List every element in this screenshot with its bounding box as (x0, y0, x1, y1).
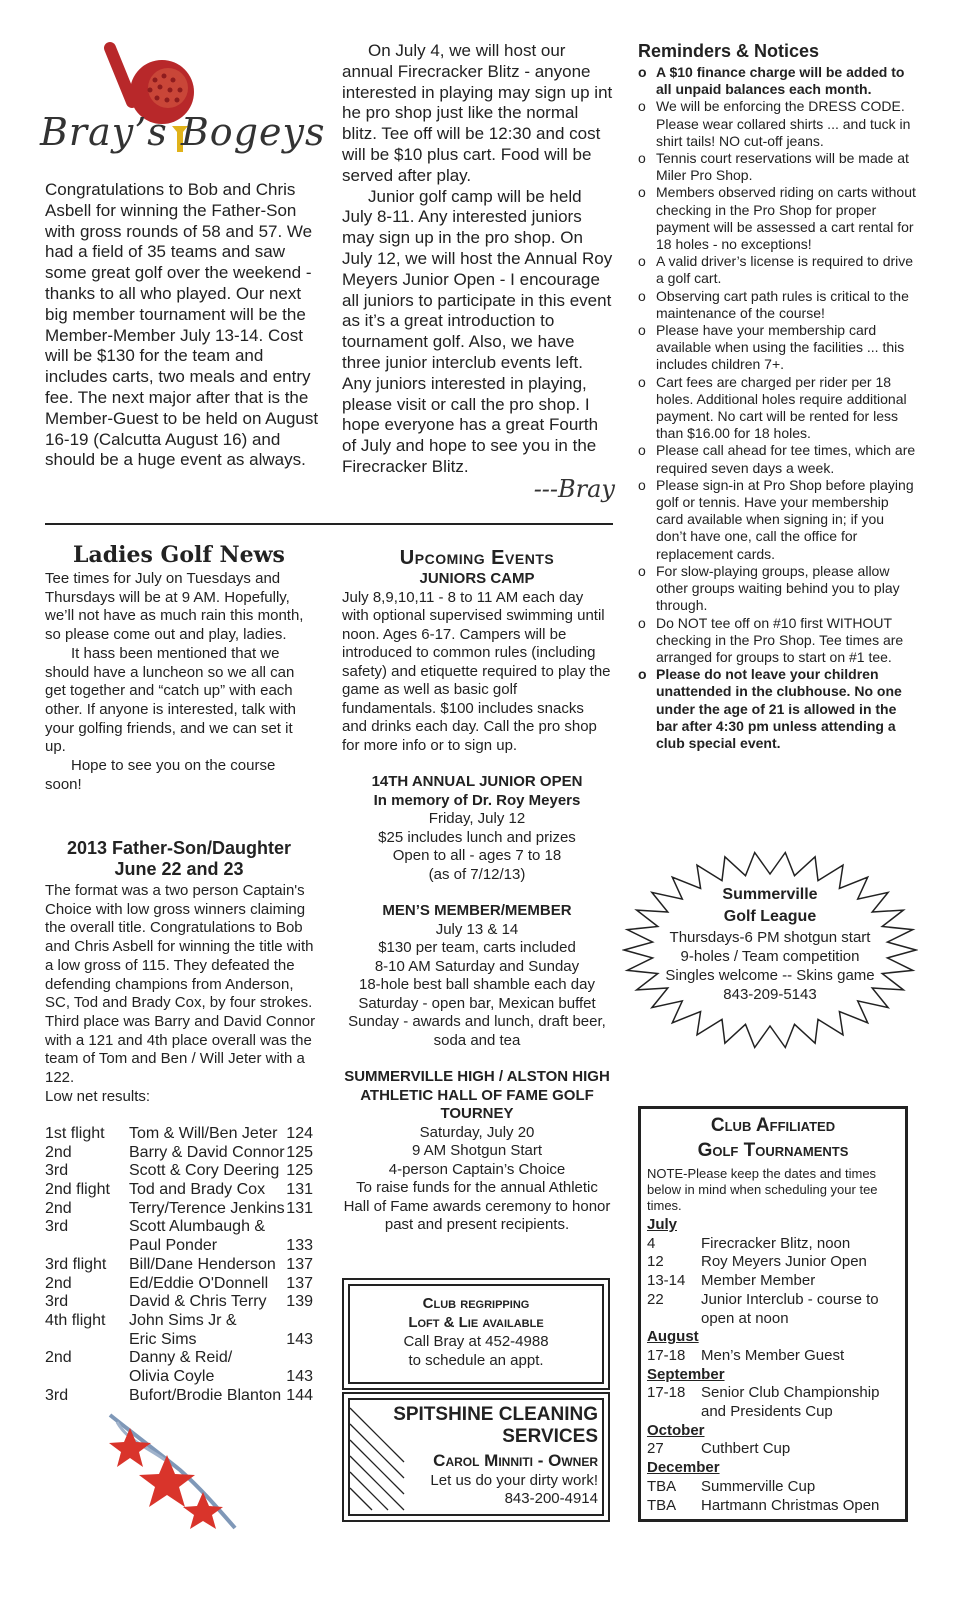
result-place: 1st flight (45, 1125, 105, 1142)
result-score: 139 (286, 1293, 313, 1311)
reminder-item (638, 666, 918, 752)
result-row (45, 1331, 317, 1350)
reminder-item (638, 288, 918, 322)
letter-paragraph-2: Junior golf camp will be held July 8-11. Any interested juniors may sign up in the pro shop. On July 12, we will host the Annual Roy Meyers Junior Open - I encourage all juniors to participate in this event as it’s a great introduction to tournament golf. Also, we have three junior interclub events left. Any juniors interested in playing, please visit or call the pro shop. I hope everyone has a great Fourth of July and hope to see you in the Firecracker Blitz. (342, 186, 613, 476)
bullet-icon: o (638, 373, 646, 390)
upcoming-events-heading: Upcoming Events (399, 547, 555, 569)
league-line: Thursdays-6 PM shotgun start (669, 929, 871, 946)
result-team: Paul Ponder (129, 1237, 218, 1255)
golf-league-ad (650, 884, 890, 1004)
member-member-line: Saturday - open bar, Mexican buffet (358, 994, 596, 1012)
reminder-text: Observing cart path rules is critical to the maintenance of the course! (656, 287, 909, 321)
tournament-row (647, 1291, 903, 1328)
month-heading: September (647, 1365, 725, 1383)
reminders-list (638, 64, 918, 752)
tournament-row (647, 1478, 903, 1497)
result-place: 3rd (45, 1218, 69, 1236)
reminder-text: Members observed riding on carts without checking in the Pro Shop for proper payment will be assessed a cart rental for 18 holes - no exceptions! (656, 184, 916, 253)
spitshine-heading-2: SERVICES (502, 1426, 598, 1447)
brays-bogeys-logo (40, 40, 325, 175)
junior-open-subheading: In memory of Dr. Roy Meyers (373, 791, 581, 809)
tournament-event: Firecracker Blitz, noon (701, 1234, 851, 1252)
result-place: 2nd flight (45, 1181, 110, 1199)
bullet-icon: o (638, 614, 646, 631)
junior-open-line: $25 includes lunch and prizes (378, 828, 576, 846)
spitshine-tagline: Let us do your dirty work! (430, 1472, 598, 1489)
result-place: 3rd (45, 1162, 69, 1180)
junior-open-heading: 14TH ANNUAL JUNIOR OPEN (371, 773, 583, 790)
bullet-icon: o (638, 98, 646, 115)
reminder-item (638, 615, 918, 667)
bullet-icon: o (638, 184, 646, 201)
result-team: Tom & Will/Ben Jeter (129, 1125, 278, 1142)
tournament-event: Cuthbert Cup (701, 1440, 791, 1458)
letter-paragraph-1: On July 4, we will host our annual Firecracker Blitz - anyone interested in playing may sign up int he pro shop just like the normal blitz. Tee off will be 12:30 and cost will be $10 plus cart. Food will be served after play. (342, 41, 613, 185)
month-heading: October (647, 1421, 705, 1439)
tournament-date: 17-18 (647, 1384, 686, 1402)
league-phone: 843-209-5143 (723, 986, 817, 1003)
reminder-item (638, 253, 918, 287)
bullet-icon: o (638, 562, 646, 579)
member-member-line: Sunday - awards and lunch, draft beer, soda and tea (348, 1013, 606, 1049)
tournament-date: TBA (647, 1496, 677, 1514)
hall-of-fame-line: 4-person Captain’s Choice (388, 1160, 566, 1178)
month-heading: December (647, 1459, 720, 1477)
league-heading-2: Golf League (723, 908, 817, 925)
club-tournaments-box (638, 1106, 908, 1522)
bullet-icon: o (638, 442, 646, 459)
member-member-heading: MEN’S MEMBER/MEMBER (382, 902, 572, 919)
reminder-text: Do NOT tee off on #10 first WITHOUT checking in the Pro Shop. Tee times are arranged for groups to start on #1 tee. (656, 614, 904, 665)
result-place: 2nd (45, 1143, 72, 1161)
result-row (45, 1293, 317, 1312)
result-row (45, 1256, 317, 1275)
bullet-icon: o (638, 64, 647, 80)
reminder-item (638, 374, 918, 443)
result-row (45, 1162, 317, 1181)
hall-of-fame-heading: SUMMERVILLE HIGH / ALSTON HIGH ATHLETIC HALL OF FAME GOLF TOURNEY (344, 1068, 610, 1122)
tournaments-list (647, 1216, 903, 1515)
tournament-event: Member Member (701, 1272, 816, 1290)
reminder-text: Please sign-in at Pro Shop before playing golf or tennis. Have your membership card available when signing in; if you don’t have one, call the office for replacement cards. (656, 476, 914, 562)
result-place: 3rd (45, 1386, 69, 1404)
tournament-row (647, 1384, 903, 1421)
tournament-event: Roy Meyers Junior Open (701, 1253, 867, 1271)
low-net-results-table (45, 1125, 317, 1405)
ladies-paragraph-2: It hass been mentioned that we should have a luncheon so we all can get together and “catch up” with each other. If anyone is interested, talk with your golfing friends, and we can set it up. (45, 644, 296, 756)
loft-lie-heading: Loft & Lie available (408, 1314, 544, 1331)
result-score: 143 (286, 1330, 313, 1348)
reminder-text: Please have your membership card available when using the facilities ... this includes children 7+. (656, 322, 905, 373)
result-score: 137 (286, 1255, 313, 1273)
bullet-icon: o (638, 287, 646, 304)
result-place: 2nd (45, 1199, 72, 1217)
junior-open-line: (as of 7/12/13) (428, 865, 526, 883)
tournament-date: 12 (647, 1253, 664, 1271)
result-place: 3rd (45, 1293, 69, 1311)
bullet-icon: o (638, 322, 646, 339)
regrip-phone-line: Call Bray at 452-4988 (403, 1333, 549, 1350)
club-regripping-ad (342, 1278, 610, 1390)
result-place: 2nd (45, 1274, 72, 1292)
month-heading: July (647, 1216, 678, 1233)
result-score: 131 (286, 1181, 313, 1199)
result-place: 2nd (45, 1349, 72, 1367)
result-score: 125 (286, 1143, 313, 1161)
result-score: 143 (286, 1367, 313, 1385)
tournament-date: TBA (647, 1477, 677, 1495)
tournament-date: 4 (647, 1234, 656, 1252)
spitshine-phone: 843-200-4914 (504, 1490, 598, 1507)
section-divider (45, 523, 613, 525)
reminder-item (638, 64, 918, 98)
tournament-date: 22 (647, 1290, 664, 1308)
league-heading: Summerville (722, 886, 818, 903)
tournaments-title-1: Club Affiliated (710, 1115, 836, 1136)
result-score: 144 (286, 1386, 313, 1404)
result-row (45, 1349, 317, 1368)
league-line: Singles welcome -- Skins game (665, 967, 875, 984)
result-team: Olivia Coyle (129, 1367, 215, 1385)
result-row (45, 1368, 317, 1387)
reminder-text: Please call ahead for tee times, which are required seven days a week. (656, 442, 916, 476)
result-team: Tod and Brady Cox (129, 1181, 266, 1199)
pro-letter (342, 41, 614, 478)
result-place: 4th flight (45, 1311, 106, 1329)
reminder-item (638, 98, 918, 150)
reminder-text: Tennis court reservations will be made at Miler Pro Shop. (656, 150, 909, 184)
tournament-event: Men’s Member Guest (701, 1346, 845, 1364)
member-member-line: $130 per team, carts included (378, 939, 576, 956)
result-row (45, 1200, 317, 1219)
result-row (45, 1144, 317, 1163)
hall-of-fame-line: To raise funds for the annual Athletic Hall of Fame awards ceremony to honor past and present recipients. (343, 1179, 611, 1233)
result-team: Eric Sims (129, 1330, 197, 1348)
bullet-icon: o (638, 476, 646, 493)
tournaments-title-2: Golf Tournaments (697, 1140, 849, 1161)
result-row (45, 1125, 317, 1144)
tournament-row (647, 1235, 903, 1254)
golf-ball-logo-icon (40, 40, 325, 175)
ladies-paragraph-1: Tee times for July on Tuesdays and Thursdays will be at 9 AM. Hopefully, we’ll not have as much rain this month, so please come out and play, ladies. (45, 570, 304, 644)
member-member-line: July 13 & 14 (435, 920, 519, 938)
member-member-line: 18-hole best ball shamble each day (359, 976, 595, 993)
father-son-dates: June 22 and 23 (114, 859, 244, 879)
result-row (45, 1387, 317, 1406)
result-team: Danny & Reid/ (129, 1349, 233, 1367)
result-team: Scott & Cory Deering (129, 1162, 280, 1180)
juniors-camp-body: July 8,9,10,11 - 8 to 11 AM each day with optional supervised swimming until noon. Ages 6-17. Campers will be introduced to common rules (including safety) and etiquette required to play the game as well as basic golf fundamentals. $100 includes snacks and drinks each day. Call the pro shop for more info or to sign up. (342, 588, 611, 754)
spitshine-cleaning-ad (342, 1392, 610, 1522)
low-net-label: Low net results: (45, 1087, 151, 1105)
father-son-heading (45, 838, 313, 880)
tournament-row (647, 1272, 903, 1291)
tournament-row (647, 1497, 903, 1516)
result-team: Bill/Dane Henderson (129, 1255, 276, 1273)
reminder-item (638, 184, 918, 253)
reminder-item (638, 442, 918, 476)
tournament-row (647, 1253, 903, 1272)
father-son-title: 2013 Father-Son/Daughter (66, 838, 292, 858)
ladies-article (45, 570, 315, 794)
reminder-text: Please do not leave your children unattended in the clubhouse. No one under the age of 21 is allowed in the bar after 4:30 pm unless attending a club special event. (656, 666, 902, 751)
reminder-text: We will be enforcing the DRESS CODE. Please wear collared shirts ... and tuck in shirt tails! NO cut-off jeans. (656, 98, 911, 149)
hall-of-fame-line: Saturday, July 20 (419, 1123, 535, 1141)
regrip-heading: Club regripping (422, 1295, 530, 1312)
reminder-item (638, 563, 918, 615)
spitshine-heading: SPITSHINE CLEANING (393, 1404, 598, 1425)
tournament-row (647, 1347, 903, 1366)
spitshine-owner: Carol Minniti - Owner (433, 1451, 598, 1470)
tournament-date: 27 (647, 1440, 664, 1458)
tournament-event: Junior Interclub - course to open at noon (701, 1290, 879, 1327)
reminder-item (638, 150, 918, 184)
bullet-icon: o (638, 666, 647, 683)
result-score: 131 (286, 1199, 313, 1217)
reminder-text: For slow-playing groups, please allow other groups waiting behind you to play through. (656, 562, 900, 614)
tournament-event: Senior Club Championship and Presidents Cup (701, 1384, 880, 1421)
league-line: 9-holes / Team competition (680, 948, 860, 965)
reminder-text: A valid driver’s license is required to drive a golf cart. (656, 253, 914, 287)
result-team: Ed/Eddie O'Donnell (129, 1274, 269, 1292)
reminder-text: Cart fees are charged per rider per 18 holes. Additional holes require additional payment. No cart will be rented for less than $16.00 for 18 holes. (656, 373, 907, 442)
result-team: Bufort/Brodie Blanton (129, 1386, 282, 1404)
tournament-date: 13-14 (647, 1272, 686, 1290)
upcoming-events (342, 547, 612, 1235)
reminder-text: A $10 finance charge will be added to all unpaid balances each month. (656, 64, 905, 98)
juniors-camp-heading: JUNIORS CAMP (419, 570, 535, 587)
reminders-heading: Reminders & Notices (638, 41, 820, 61)
month-heading: August (647, 1328, 699, 1346)
stars-decoration-icon (105, 1410, 245, 1535)
result-team: John Sims Jr & (129, 1311, 237, 1329)
tournament-row (647, 1440, 903, 1459)
result-team: Barry & David Connor (129, 1143, 285, 1161)
father-son-body: The format was a two person Captain's Choice with low gross winners claiming the overall title. Congratulations to Bob and Chris Asbell for winning the title with a low gross of 115. They defeated the defending champions from Anderson, SC, Tod and Brady Cox, by four strokes. Third place was Barry and David Connor with a 121 and 4th place overall was the team of Tom and Ben / Will Jeter with a 122. (45, 882, 316, 1087)
result-score: 124 (286, 1125, 313, 1142)
ladies-paragraph-3: Hope to see you on the course soon! (45, 757, 276, 793)
tournaments-heading (641, 1113, 905, 1163)
result-team: David & Chris Terry (129, 1293, 267, 1311)
result-row (45, 1312, 317, 1331)
result-row (45, 1181, 317, 1200)
tournament-date: 17-18 (647, 1346, 686, 1364)
tournament-event: Summerville Cup (701, 1477, 816, 1495)
result-row (45, 1237, 317, 1256)
intro-paragraph: Congratulations to Bob and Chris Asbell for winning the Father-Son with gross rounds of 58 and 57. We had a field of 35 teams and saw some great golf over the weekend - thanks to all who played. Our next big member tournament will be the Member-Member July 13-14. Cost will be $130 for the team and includes carts, two meals and entry fee. The next major after that is the Member-Guest to be held on August 16-19 (Calcutta August 16) and should be a huge event as always. (45, 180, 319, 470)
logo-text: Bray’s Bogeys (40, 110, 326, 154)
tournaments-note: NOTE-Please keep the dates and times below in mind when scheduling your tee times. (647, 1166, 878, 1213)
result-row (45, 1218, 317, 1237)
result-score: 125 (286, 1162, 313, 1180)
member-member-line: 8-10 AM Saturday and Sunday (374, 957, 580, 975)
father-son-article (45, 882, 317, 1106)
hall-of-fame-line: 9 AM Shotgun Start (411, 1142, 543, 1159)
ladies-golf-news-heading: Ladies Golf News (73, 542, 285, 568)
signature: ---Bray (533, 475, 615, 503)
result-row (45, 1275, 317, 1294)
reminder-item (638, 322, 918, 374)
junior-open-line: Friday, July 12 (428, 810, 526, 827)
intro-article (45, 180, 320, 471)
bullet-icon: o (638, 150, 646, 167)
result-team: Scott Alumbaugh & (129, 1218, 266, 1236)
result-team: Terry/Terence Jenkins (129, 1199, 285, 1217)
bullet-icon: o (638, 253, 646, 270)
result-score: 137 (286, 1274, 313, 1292)
regrip-appt-line: to schedule an appt. (408, 1352, 544, 1369)
result-place: 3rd flight (45, 1255, 107, 1273)
result-score: 133 (286, 1237, 313, 1255)
tournament-event: Hartmann Christmas Open (701, 1496, 880, 1514)
reminder-item (638, 477, 918, 563)
junior-open-line: Open to all - ages 7 to 18 (392, 847, 562, 864)
